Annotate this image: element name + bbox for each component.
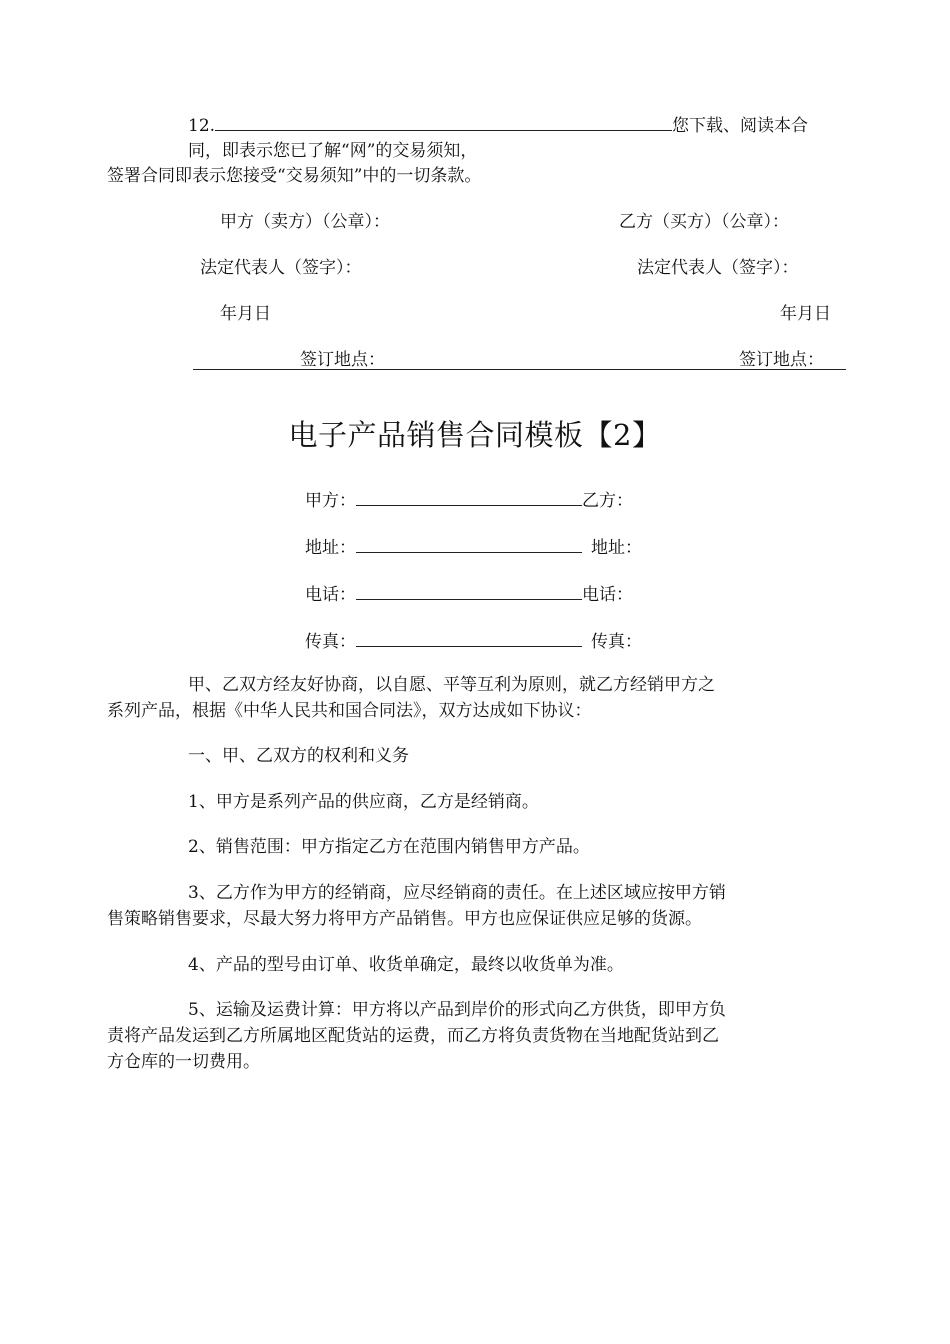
party-b-rep: 法定代表人（签字）： [637, 258, 799, 278]
party-a-blank [356, 489, 582, 506]
clause-12-line1 [188, 114, 808, 138]
item-5-line3: 方仓库的一切费用。 [107, 1052, 260, 1072]
party-a-rep: 法定代表人（签字）： [200, 258, 362, 278]
party-row-a [305, 489, 633, 513]
clause-number: 12. [188, 116, 216, 136]
item-2: 2、销售范围：甲方指定乙方在范围内销售甲方产品。 [188, 837, 590, 857]
intro-line1: 甲、乙双方经友好协商，以自愿、平等互利为原则，就乙方经销甲方之 [188, 675, 715, 695]
clause-12-line3: 签署合同即表示您接受“交易须知”中的一切条款。 [107, 166, 482, 186]
party-a-label: 甲方： [305, 491, 356, 511]
item-1: 1、甲方是系列产品的供应商，乙方是经销商。 [188, 792, 539, 812]
party-b-place: 签订地点： [739, 350, 824, 370]
blank-underline [215, 114, 672, 131]
address-b-label: 地址： [591, 538, 642, 558]
phone-a-label: 电话： [305, 585, 356, 605]
phone-b-label: 电话： [582, 585, 633, 605]
party-b-date: 年月日 [780, 304, 831, 324]
party-row-phone [305, 583, 633, 607]
fax-b-label: 传真： [591, 632, 642, 652]
section-heading-1: 一、甲、乙双方的权利和义务 [188, 746, 409, 766]
clause-text: 您下载、阅读本合 [672, 116, 809, 136]
party-row-fax [305, 630, 642, 654]
item-5-line2: 责将产品发运到乙方所属地区配货站的运费，而乙方将负责货物在当地配货站到乙 [107, 1026, 719, 1046]
party-row-address [305, 536, 642, 560]
party-a-place: 签订地点： [300, 350, 385, 370]
fax-a-label: 传真： [305, 632, 356, 652]
party-a-seal: 甲方（卖方）（公章）： [220, 212, 390, 232]
party-b-label: 乙方： [582, 491, 633, 511]
party-b-seal: 乙方（买方）（公章）： [619, 212, 789, 232]
page-title: 电子产品销售合同模板【2】 [288, 418, 662, 452]
item-3-line2: 售策略销售要求，尽最大努力将甲方产品销售。甲方也应保证供应足够的货源。 [107, 909, 702, 929]
item-3-line1: 3、乙方作为甲方的经销商，应尽经销商的责任。在上述区域应按甲方销 [188, 883, 726, 903]
item-5-line1: 5、运输及运费计算：甲方将以产品到岸价的形式向乙方供货，即甲方负 [188, 1000, 726, 1020]
party-a-date: 年月日 [220, 304, 271, 324]
address-a-label: 地址： [305, 538, 356, 558]
signature-underline [193, 369, 846, 370]
phone-a-blank [356, 583, 582, 600]
clause-12-line2: 同，即表示您已了解“网”的交易须知， [188, 141, 478, 161]
fax-a-blank [356, 630, 582, 647]
intro-line2: 系列产品，根据《中华人民共和国合同法》，双方达成如下协议： [107, 701, 592, 721]
item-4: 4、产品的型号由订单、收货单确定，最终以收货单为准。 [188, 955, 624, 975]
address-a-blank [356, 536, 582, 553]
